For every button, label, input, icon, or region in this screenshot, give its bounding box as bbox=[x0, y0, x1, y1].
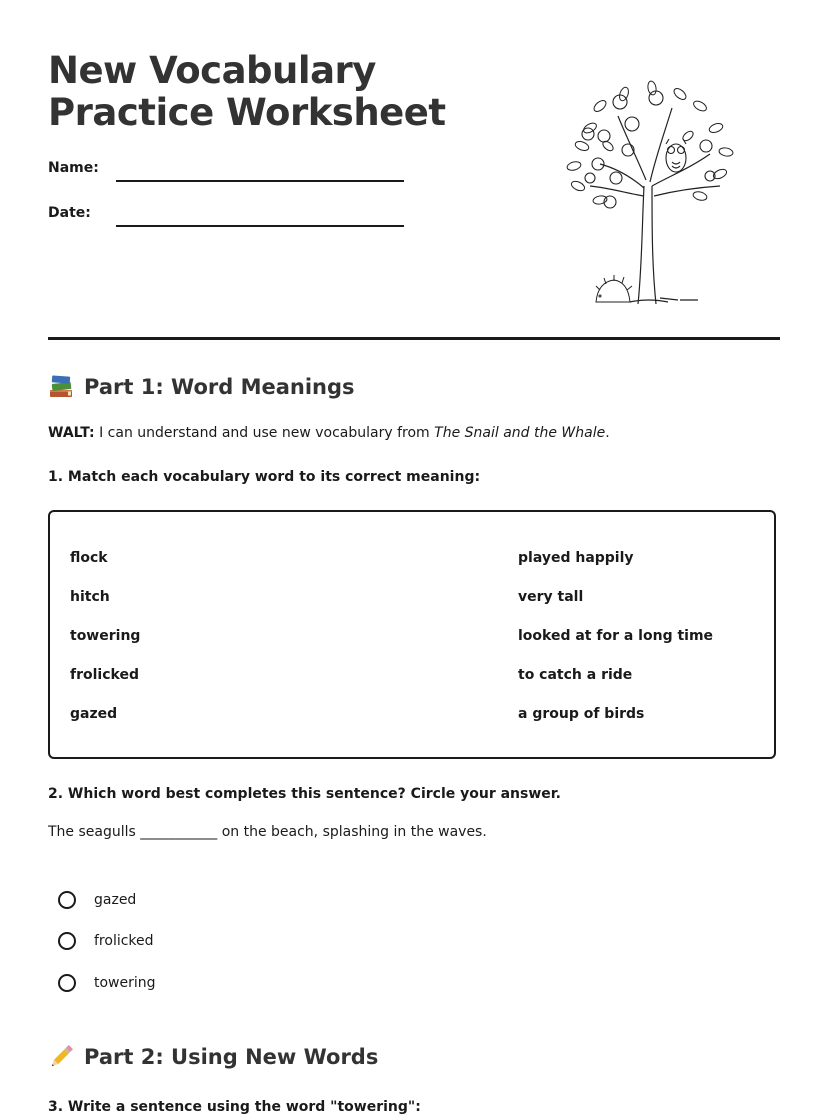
question-1: 1. Match each vocabulary word to its correct meaning: bbox=[48, 469, 481, 485]
part2-heading bbox=[48, 1044, 378, 1070]
option-frolicked[interactable] bbox=[58, 929, 154, 953]
fill-in-sentence: The seagulls ___________ on the beach, splashing in the waves. bbox=[48, 824, 487, 840]
vocab-word[interactable]: gazed bbox=[70, 706, 118, 722]
date-field[interactable] bbox=[116, 225, 404, 227]
radio-button[interactable] bbox=[58, 932, 76, 950]
match-row bbox=[70, 628, 754, 650]
walt-text: I can understand and use new vocabulary from bbox=[94, 425, 435, 441]
vocab-word[interactable]: towering bbox=[70, 628, 141, 644]
vocab-meaning[interactable]: to catch a ride bbox=[518, 667, 633, 683]
name-field[interactable] bbox=[116, 180, 404, 182]
vocab-meaning[interactable]: looked at for a long time bbox=[518, 628, 714, 644]
walt-label: WALT: bbox=[48, 425, 95, 441]
vocab-word[interactable]: frolicked bbox=[70, 667, 139, 683]
walt-end: . bbox=[605, 425, 610, 441]
pencil-icon bbox=[48, 1044, 74, 1070]
option-label: towering bbox=[94, 975, 156, 991]
page-title bbox=[48, 50, 446, 134]
part1-heading bbox=[48, 374, 355, 400]
match-row bbox=[70, 550, 754, 572]
vocab-meaning[interactable]: played happily bbox=[518, 550, 634, 566]
title-line-2: Practice Worksheet bbox=[48, 91, 446, 134]
option-label: gazed bbox=[94, 892, 137, 908]
match-row bbox=[70, 706, 754, 728]
question-3: 3. Write a sentence using the word "towering": bbox=[48, 1099, 421, 1115]
date-label: Date: bbox=[48, 205, 91, 221]
option-label: frolicked bbox=[94, 933, 154, 949]
question-2: 2. Which word best completes this sentence? Circle your answer. bbox=[48, 786, 562, 802]
match-row bbox=[70, 667, 754, 689]
match-row bbox=[70, 589, 754, 611]
walt-book-title: The Snail and the Whale bbox=[434, 425, 606, 441]
name-label: Name: bbox=[48, 160, 99, 176]
header-divider bbox=[48, 337, 780, 340]
books-icon bbox=[48, 374, 74, 400]
walt-statement bbox=[48, 425, 610, 441]
option-towering[interactable] bbox=[58, 971, 156, 995]
tree-illustration bbox=[560, 76, 740, 304]
radio-button[interactable] bbox=[58, 891, 76, 909]
vocab-word[interactable]: flock bbox=[70, 550, 108, 566]
vocab-word[interactable]: hitch bbox=[70, 589, 110, 605]
vocab-meaning[interactable]: a group of birds bbox=[518, 706, 645, 722]
title-line-1: New Vocabulary bbox=[48, 49, 376, 92]
option-gazed[interactable] bbox=[58, 888, 136, 912]
radio-button[interactable] bbox=[58, 974, 76, 992]
part1-heading-text: Part 1: Word Meanings bbox=[84, 375, 355, 399]
part2-heading-text: Part 2: Using New Words bbox=[84, 1045, 379, 1069]
matching-box bbox=[48, 510, 776, 759]
vocab-meaning[interactable]: very tall bbox=[518, 589, 584, 605]
